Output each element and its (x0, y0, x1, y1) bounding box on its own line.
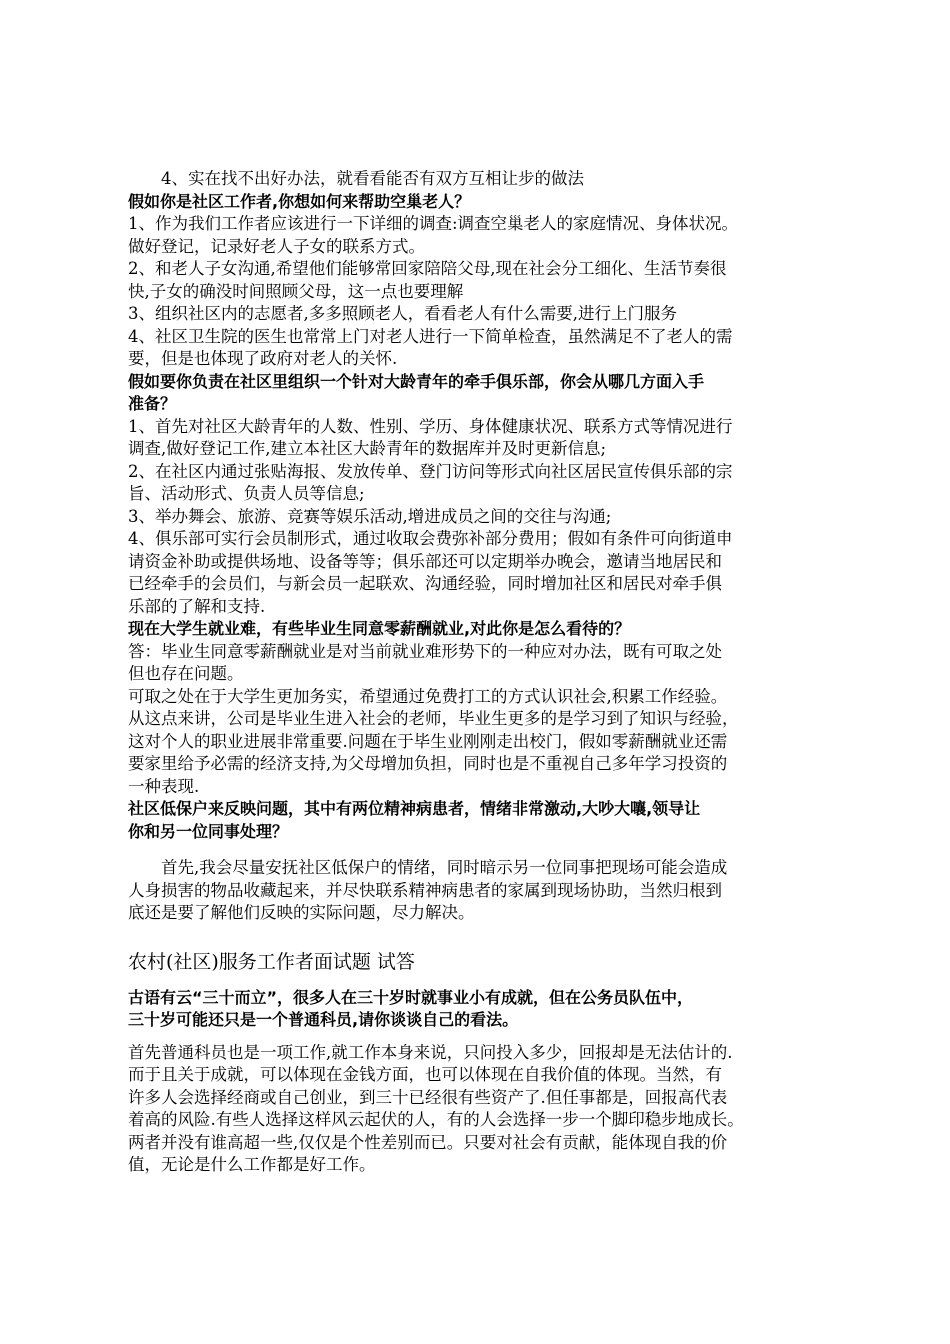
answer-line: 已经牵手的会员们，与新会员一起联欢、沟通经验，同时增加社区和居民对牵手俱 (128, 574, 722, 593)
question-heading-club: 假如要你负责在社区里组织一个针对大龄青年的牵手俱乐部，你会从哪几方面入手 (128, 371, 705, 391)
answer-line: 4、俱乐部可实行会员制形式，通过收取会费弥补部分费用；假如有条件可向街道申 (128, 529, 733, 548)
question-heading-low-income: 你和另一位同事处理？ (128, 821, 289, 841)
answer-line: 这对个人的职业进展非常重要.问题在于毕生业刚刚走出校门，假如零薪酬就业还需 (128, 731, 728, 751)
answer-line: 答：毕业生同意零薪酬就业是对当前就业难形势下的一种应对办法，既有可取之处 (128, 641, 722, 661)
question-heading-zero-salary: 现在大学生就业难，有些毕业生同意零薪酬就业,对此你是怎么看待的？ (128, 619, 631, 638)
answer-line: 做好登记，记录好老人子女的联系方式。 (128, 236, 425, 256)
answer-line: 1、首先对社区大龄青年的人数、性别、学历、身体健康状况、联系方式等情况进行 (128, 416, 733, 436)
answer-line: 从这点来讲，公司是毕业生进入社会的老师，毕业生更多的是学习到了知识与经验， (128, 709, 739, 728)
question-heading-thirty: 古语有云“三十而立”，很多人在三十岁时就事业小有成就，但在公务员队伍中， (128, 987, 694, 1007)
answer-line: 1、作为我们工作者应该进行一下详细的调查:调查空巢老人的家庭情况、身体状况。 (128, 214, 739, 233)
answer-line: 快,子女的确没时间照顾父母，这一点也要理解 (128, 281, 464, 301)
answer-line: 人身损害的物品收藏起来，并尽快联系精神病患者的家属到现场协助，当然归根到 (128, 880, 722, 900)
answer-line: 一种表现. (128, 776, 200, 796)
answer-line: 着高的风险.有些人选择这样风云起伏的人，有的人会选择一步一个脚印稳步地成长。 (128, 1110, 744, 1129)
answer-line: 要，但是也体现了政府对老人的关怀. (128, 349, 398, 368)
answer-line: 3、组织社区内的志愿者,多多照顾老人，看看老人有什么需要,进行上门服务 (128, 304, 677, 323)
answer-line: 请资金补助或提供场地、设备等等；俱乐部还可以定期举办晚会，邀请当地居民和 (128, 551, 722, 571)
answer-line: 首先普通科员也是一项工作,就工作本身来说，只问投入多少，回报却是无法估计的. (128, 1042, 733, 1062)
answer-line: 2、和老人子女沟通,希望他们能够常回家陪陪父母,现在社会分工细化、生活节奏很 (128, 259, 727, 278)
intro-line: 4、实在找不出好办法，就看看能否有双方互相让步的做法 (161, 169, 584, 188)
question-heading-club: 准备？ (128, 394, 177, 413)
answer-line: 而于且关于成就，可以体现在金钱方面，也可以体现在自我价值的体现。当然，有 (128, 1065, 722, 1084)
question-heading-low-income: 社区低保户来反映问题，其中有两位精神病患者，情绪非常激动,大吵大嚷,领导让 (128, 799, 701, 818)
answer-line: 4、社区卫生院的医生也常常上门对老人进行一下简单检查，虽然满足不了老人的需 (128, 326, 733, 346)
answer-line: 调查,做好登记工作,建立本社区大龄青年的数据库并及时更新信息; (128, 439, 607, 458)
answer-line: 旨、活动形式、负责人员等信息; (128, 484, 365, 503)
document-page (128, 168, 848, 1177)
answer-line: 要家里给予必需的经济支持,为父母增加负担，同时也是不重视自己多年学习投资的 (128, 754, 728, 773)
answer-line: 可取之处在于大学生更加务实，希望通过免费打工的方式认识社会,积累工作经验。 (128, 686, 728, 706)
answer-line: 值，无论是什么工作都是好工作。 (128, 1155, 376, 1174)
answer-line: 2、在社区内通过张贴海报、发放传单、登门访问等形式向社区居民宣传俱乐部的宗 (128, 461, 733, 481)
answer-line: 乐部的了解和支持. (128, 596, 266, 616)
answer-line: 但也存在问题。 (128, 664, 244, 683)
question-heading-thirty: 三十岁可能还只是一个普通科员,请你谈谈自己的看法。 (128, 1010, 519, 1029)
answer-line: 底还是要了解他们反映的实际问题，尽力解决。 (128, 903, 475, 922)
section-title: 农村(社区)服务工作者面试题 试答 (128, 950, 415, 973)
answer-line: 许多人会选择经商或自己创业，到三十已经很有些资产了.但任事都是，回报高代表 (128, 1087, 728, 1107)
answer-line: 两者并没有谁高超一些,仅仅是个性差别而已。只要对社会有贡献，能体现自我的价 (128, 1132, 728, 1152)
question-heading-empty-nest: 假如你是社区工作者,你想如何来帮助空巢老人？ (128, 191, 471, 211)
answer-line: 首先,我会尽量安抚社区低保户的情绪，同时暗示另一位同事把现场可能会造成 (161, 858, 728, 877)
answer-line: 3、举办舞会、旅游、竞赛等娱乐活动,增进成员之间的交往与沟通; (128, 506, 612, 526)
